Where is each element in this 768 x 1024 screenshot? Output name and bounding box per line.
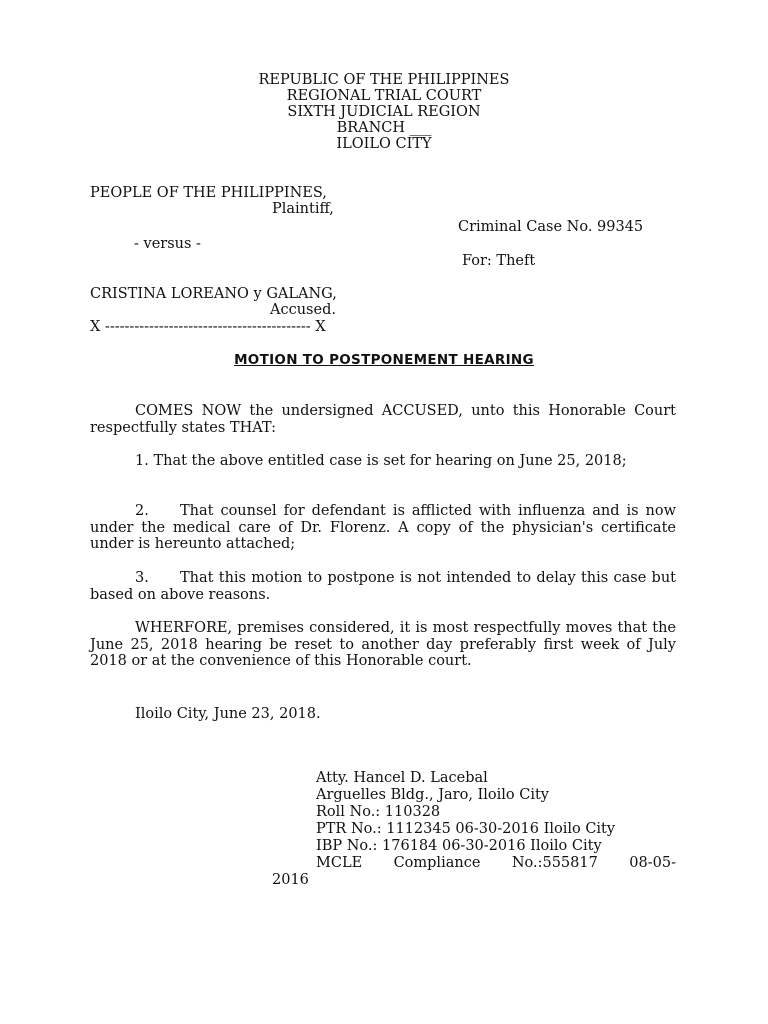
accused-role: Accused.: [270, 302, 336, 318]
case-number: Criminal Case No. 99345: [458, 219, 644, 235]
item-2-number: 2.: [135, 503, 149, 519]
attorney-address: Arguelles Bldg., Jaro, Iloilo City: [316, 787, 549, 803]
versus-label: - versus -: [134, 236, 201, 252]
accused-name: CRISTINA LOREANO y GALANG,: [90, 286, 337, 302]
roll-number: Roll No.: 110328: [316, 804, 441, 820]
plaintiff-name: PEOPLE OF THE PHILIPPINES,: [90, 185, 327, 201]
item-3-text: That this motion to postpone is not intended to delay this case but based on above reasons.: [90, 570, 676, 603]
court-header-branch: BRANCH ___: [336, 120, 432, 136]
mcle-compliance-word: Compliance: [393, 855, 481, 871]
item-3-number: 3.: [135, 570, 149, 586]
place-and-date: Iloilo City, June 23, 2018.: [135, 706, 321, 722]
court-header-region: SIXTH JUDICIAL REGION: [287, 104, 481, 120]
prayer-paragraph: WHERFORE, premises considered, it is most respectfully moves that the June 25, 2018 hearing be reset to another day preferably first week of July 2018 or at the convenience of this Honorable court.: [90, 620, 676, 670]
ptr-number: PTR No.: 1112345 06-30-2016 Iloilo City: [316, 821, 616, 837]
plaintiff-role: Plaintiff,: [272, 201, 334, 217]
document-title: MOTION TO POSTPONEMENT HEARING: [234, 352, 534, 368]
mcle-compliance: [316, 855, 676, 872]
attorney-name: Atty. Hancel D. Lacebal: [316, 770, 488, 786]
court-header-city: ILOILO CITY: [336, 136, 432, 152]
item-3-paragraph: [90, 570, 676, 603]
ibp-number: IBP No.: 176184 06-30-2016 Iloilo City: [316, 838, 602, 854]
mcle-date: 08-05-: [629, 855, 676, 871]
caption-divider: X ------------------------------------------ X: [90, 319, 326, 335]
offense-label: For: Theft: [462, 253, 536, 269]
mcle-year: 2016: [272, 872, 309, 888]
mcle-label: MCLE: [316, 855, 363, 871]
intro-paragraph: COMES NOW the undersigned ACCUSED, unto this Honorable Court respectfully states THAT:: [90, 403, 676, 436]
item-1-paragraph: 1. That the above entitled case is set for hearing on June 25, 2018;: [135, 453, 627, 469]
court-header-rtc: REGIONAL TRIAL COURT: [286, 88, 482, 104]
item-2-text: That counsel for defendant is afflicted with influenza and is now under the medical care of Dr. Florenz. A copy of the physician's certificate under is hereunto attached;: [90, 503, 676, 553]
court-header-republic: REPUBLIC OF THE PHILIPPINES: [258, 72, 510, 88]
mcle-number: No.:555817: [511, 855, 598, 871]
item-2-paragraph: [90, 503, 676, 553]
